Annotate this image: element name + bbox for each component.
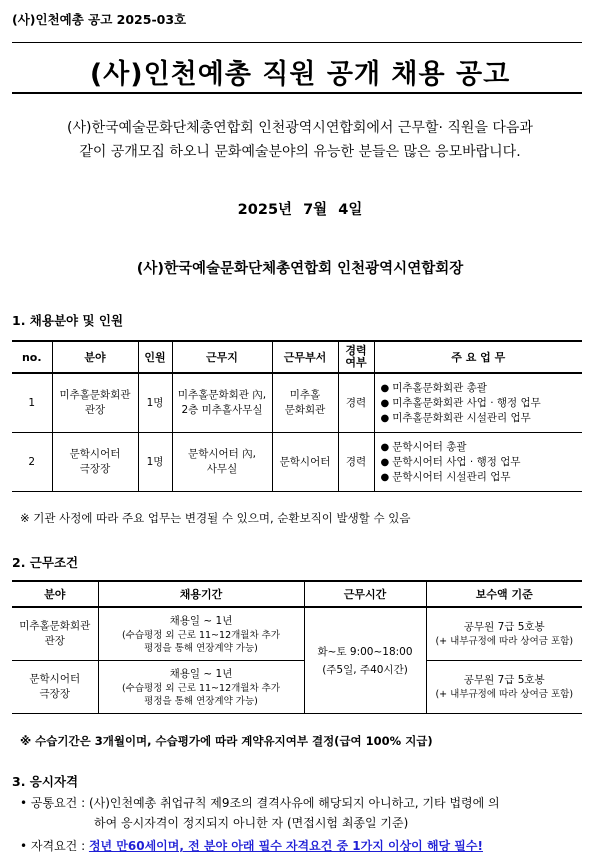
col-field: 분야 [12, 581, 98, 607]
duties-note: ※ 기관 사정에 따라 주요 업무는 변경될 수 있으며, 순환보직이 발생할 수 있음 [20, 511, 411, 525]
row-career: 경력 [338, 433, 374, 492]
row-field: 미추홀문화회관 관장 [52, 373, 138, 433]
qualification-label: • 자격요건 : [20, 839, 89, 853]
row-dept: 미추홀 문화회관 [272, 373, 338, 433]
qualification-emphasis: 정년 만60세이며, 전 분야 아래 필수 자격요건 중 1가지 이상이 해당 필수! [88, 839, 483, 853]
row-no: 2 [12, 433, 52, 492]
row-count: 1명 [138, 433, 172, 492]
bullet-icon: ● [380, 397, 390, 409]
section-2-heading: 2. 근무조건 [12, 555, 79, 570]
table-row [12, 373, 582, 433]
bullet-icon: ● [380, 382, 390, 394]
bullet-icon: ● [380, 456, 390, 468]
probation-note: ※ 수습기간은 3개월이며, 수습평가에 따라 계약유지여부 결정(급여 100% 지급) [20, 734, 433, 748]
intro-line-2: 같이 공개모집 하오니 문화예술분야의 유능한 분들은 많은 응모바랍니다. [79, 144, 521, 160]
page-title: (사)인천예총 직원 공개 채용 공고 [89, 59, 511, 90]
col-pay: 보수액 기준 [426, 581, 582, 607]
title-divider [12, 92, 582, 94]
table-row [12, 607, 582, 661]
row-period: 채용일 ~ 1년 (수습평정 외 근로 11~12개월차 추가 평정을 통해 연장계약 가능) [98, 661, 304, 714]
qualification-requirement [20, 836, 483, 856]
duty-item: ● 문학시어터 사업 · 행정 업무 [380, 455, 521, 468]
col-count: 인원 [138, 341, 172, 373]
row-count: 1명 [138, 373, 172, 433]
row-hours: 화~토 9:00~18:00 (주5일, 주40시간) [304, 607, 426, 714]
intro-paragraph [20, 116, 580, 164]
table-row [12, 661, 582, 714]
table-row [12, 433, 582, 492]
row-field: 미추홀문화회관 관장 [12, 607, 98, 661]
notice-date: 2025년 7월 4일 [237, 202, 363, 218]
row-place: 미추홀문화회관 內, 2층 미추홀사무실 [172, 373, 272, 433]
row-pay: 공무원 7급 5호봉 (+ 내부규정에 따라 상여금 포함) [426, 607, 582, 661]
row-dept: 문학시어터 [272, 433, 338, 492]
duty-item: ● 미추홀문화회관 시설관리 업무 [380, 411, 531, 424]
col-duties: 주 요 업 무 [374, 341, 582, 373]
duty-item: ● 미추홀문화회관 총괄 [380, 381, 487, 394]
intro-line-1: (사)한국예술문화단체총연합회 인천광역시연합회에서 근무할· 직원을 다음과 [67, 120, 533, 136]
row-duties [374, 433, 582, 492]
row-place: 문학시어터 內, 사무실 [172, 433, 272, 492]
section-1-heading: 1. 채용분야 및 인원 [12, 313, 124, 328]
document-number: (사)인천예총 공고 2025-03호 [12, 12, 187, 27]
bullet-icon: ● [380, 412, 390, 424]
duty-item: ● 문학시어터 총괄 [380, 440, 467, 453]
col-place: 근무지 [172, 341, 272, 373]
section-3-heading: 3. 응시자격 [12, 774, 79, 789]
col-hours: 근무시간 [304, 581, 426, 607]
row-field: 문학시어터 극장장 [12, 661, 98, 714]
common-requirement-text: (사)인천예총 취업규칙 제9조의 결격사유에 해당되지 아니하고, 기타 법령에 의 [88, 796, 500, 810]
row-career: 경력 [338, 373, 374, 433]
col-no: no. [12, 341, 52, 373]
col-field: 분야 [52, 341, 138, 373]
table-header-row [12, 581, 582, 607]
common-requirement [20, 793, 500, 813]
row-period: 채용일 ~ 1년 (수습평정 외 근로 11~12개월차 추가 평정을 통해 연장계약 가능) [98, 607, 304, 661]
row-pay: 공무원 7급 5호봉 (+ 내부규정에 따라 상여금 포함) [426, 661, 582, 714]
col-career: 경력 여부 [338, 341, 374, 373]
col-period: 채용기간 [98, 581, 304, 607]
table-header-row [12, 341, 582, 373]
common-requirement-line-2: 하여 응시자격이 정지되지 아니한 자 (면접시험 최종일 기준) [94, 816, 409, 830]
positions-table [12, 340, 582, 492]
row-no: 1 [12, 373, 52, 433]
common-requirement-label: • 공통요건 : [20, 796, 89, 810]
conditions-table [12, 580, 582, 714]
row-duties [374, 373, 582, 433]
duty-item: ● 미추홀문화회관 사업 · 행정 업무 [380, 396, 541, 409]
bullet-icon: ● [380, 471, 390, 483]
col-dept: 근무부서 [272, 341, 338, 373]
bullet-icon: ● [380, 441, 390, 453]
top-divider [12, 42, 582, 43]
signer: (사)한국예술문화단체총연합회 인천광역시연합회장 [136, 261, 464, 277]
row-field: 문학시어터 극장장 [52, 433, 138, 492]
duty-item: ● 문학시어터 시설관리 업무 [380, 470, 511, 483]
